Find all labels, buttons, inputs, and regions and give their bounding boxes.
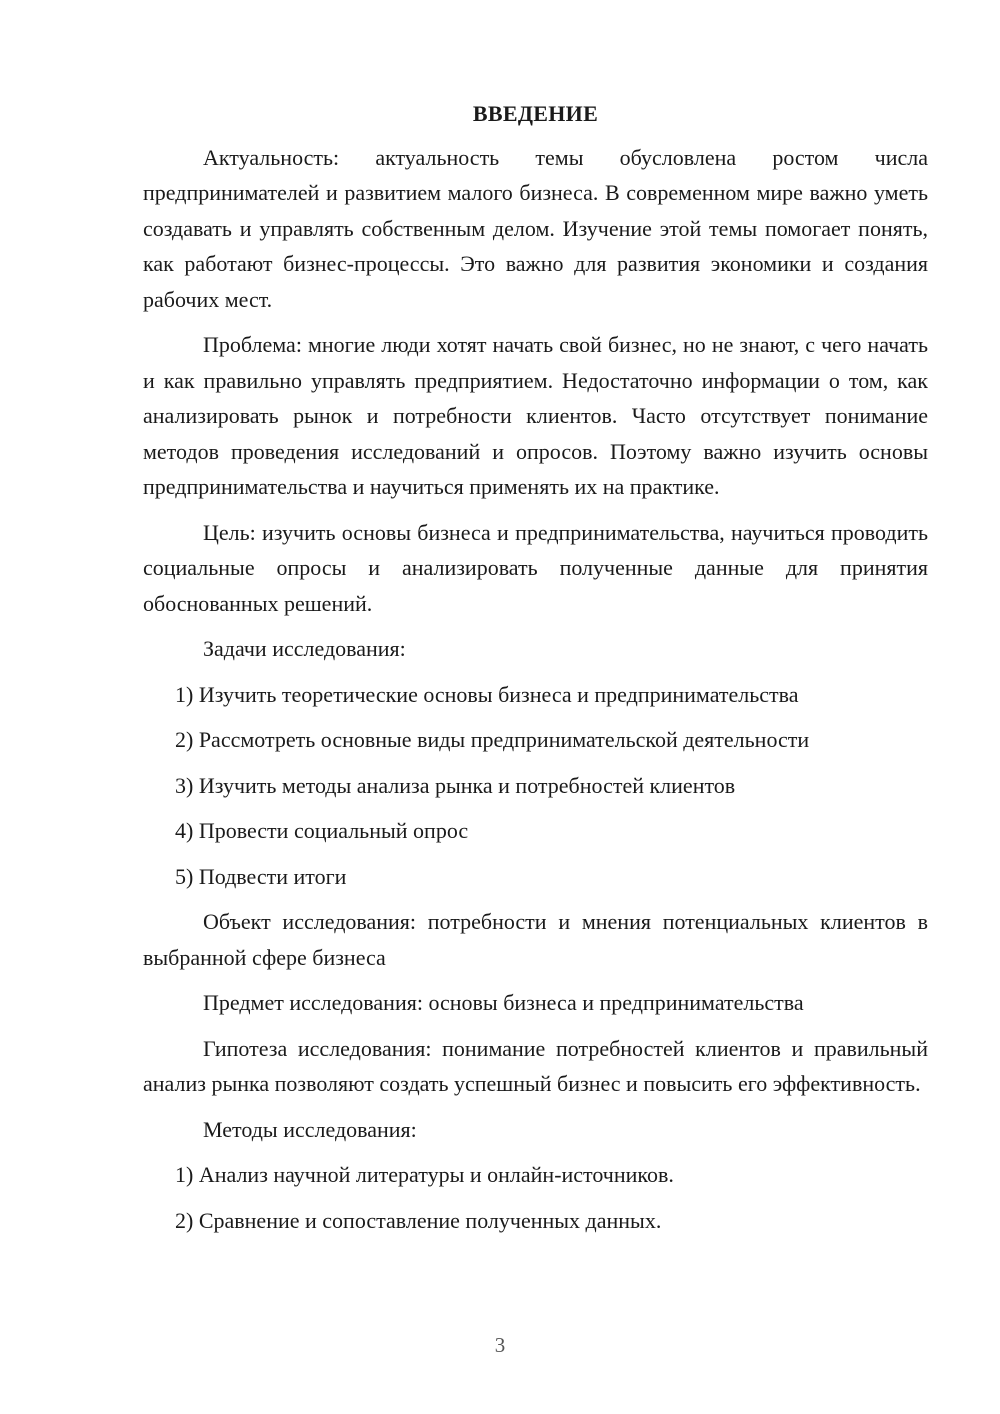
methods-list	[143, 1157, 928, 1238]
goal-paragraph: Цель: изучить основы бизнеса и предпринимательства, научиться проводить социальные опросы и анализировать полученные данные для принятия обоснованных решений.	[143, 519, 928, 616]
page-content	[143, 96, 928, 1248]
section-title: ВВЕДЕНИЕ	[472, 101, 599, 126]
method-item: 2) Сравнение и сопоставление полученных данных.	[175, 1207, 662, 1233]
hypothesis-paragraph: Гипотеза исследования: понимание потребностей клиентов и правильный анализ рынка позволяют создать успешный бизнес и повысить его эффективность.	[143, 1035, 928, 1096]
problem-paragraph: Проблема: многие люди хотят начать свой бизнес, но не знают, с чего начать и как правильно управлять предприятием. Недостаточно информации о том, как анализировать рынок и потребности клиентов. Часто отсутствует понимание методов проведения исследований и опросов. Поэтому важно изучить основы предпринимательства и научиться применять их на практике.	[143, 332, 928, 499]
page-number: 3	[494, 1333, 506, 1357]
task-item: 2) Рассмотреть основные виды предпринимательской деятельности	[175, 727, 810, 752]
tasks-heading: Задачи исследования:	[203, 636, 406, 661]
task-item: 1) Изучить теоретические основы бизнеса и предпринимательства	[175, 681, 799, 707]
subject-paragraph: Предмет исследования: основы бизнеса и предпринимательства	[203, 990, 804, 1015]
relevance-paragraph: Актуальность: актуальность темы обусловлена ростом числа предпринимателей и развитием малого бизнеса. В современном мире важно уметь создавать и управлять собственным делом. Изучение этой темы помогает понять, как работают бизнес-процессы. Это важно для развития экономики и создания рабочих мест.	[143, 144, 928, 312]
method-item: 1) Анализ научной литературы и онлайн-источников.	[175, 1162, 674, 1187]
task-item: 4) Провести социальный опрос	[175, 818, 469, 843]
tasks-list	[143, 677, 928, 895]
object-paragraph: Объект исследования: потребности и мнения потенциальных клиентов в выбранной сфере бизнеса	[143, 909, 928, 970]
task-item: 5) Подвести итоги	[175, 863, 347, 889]
methods-heading: Методы исследования:	[203, 1116, 417, 1142]
task-item: 3) Изучить методы анализа рынка и потребностей клиентов	[175, 772, 736, 798]
